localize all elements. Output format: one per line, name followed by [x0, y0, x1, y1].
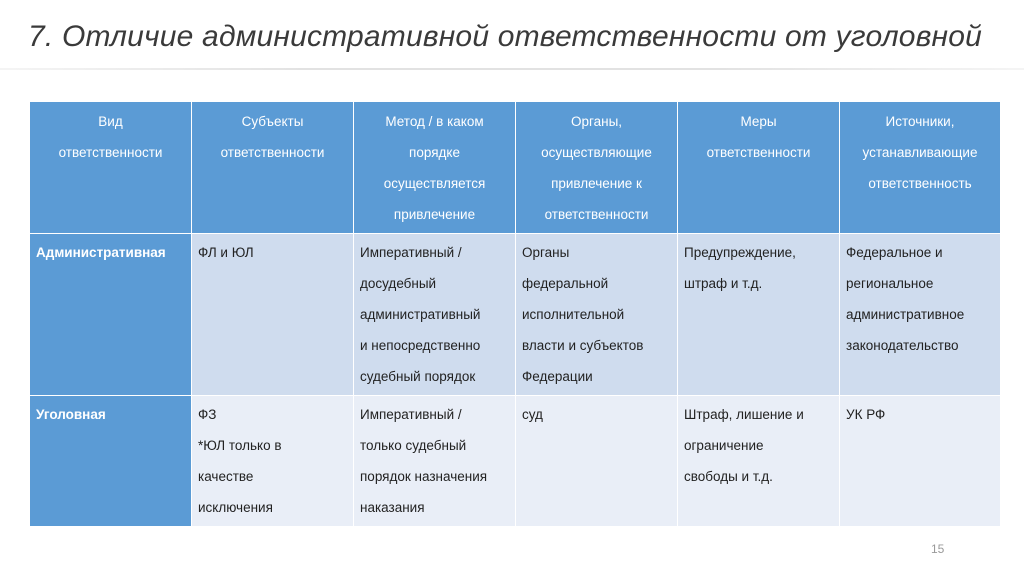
header-cell: Метод / в каком порядке осуществляется привлечение [354, 102, 516, 234]
header-cell: Меры ответственности [678, 102, 840, 234]
header-cell: Источники, устанавливающие ответственность [840, 102, 1001, 234]
table-cell: Императивный / только судебный порядок назначения наказания [354, 396, 516, 527]
table-cell: Предупреждение, штраф и т.д. [678, 234, 840, 396]
header-cell: Субъекты ответственности [192, 102, 354, 234]
slide-title: 7. Отличие административной ответственности от уголовной [28, 20, 983, 53]
slide-number: 15 [931, 542, 945, 556]
table-row [30, 234, 1001, 396]
table-cell: Императивный / досудебный административный и непосредственно судебный порядок [354, 234, 516, 396]
table-cell: УК РФ [840, 396, 1001, 527]
table-cell: Штраф, лишение и ограничение свободы и т.д. [678, 396, 840, 527]
row-label: Административная [30, 234, 192, 396]
table-row [30, 396, 1001, 527]
header-cell: Органы, осуществляющие привлечение к ответственности [516, 102, 678, 234]
table-cell: Органы федеральной исполнительной власти и субъектов Федерации [516, 234, 678, 396]
table-cell: суд [516, 396, 678, 527]
table-header-row [30, 102, 1001, 234]
title-divider [0, 68, 1024, 70]
comparison-table [29, 101, 1001, 527]
header-cell: Вид ответственности [30, 102, 192, 234]
table-cell: ФЗ *ЮЛ только в качестве исключения [192, 396, 354, 527]
table-cell: Федеральное и региональное административное законодательство [840, 234, 1001, 396]
row-label: Уголовная [30, 396, 192, 527]
table-cell: ФЛ и ЮЛ [192, 234, 354, 396]
